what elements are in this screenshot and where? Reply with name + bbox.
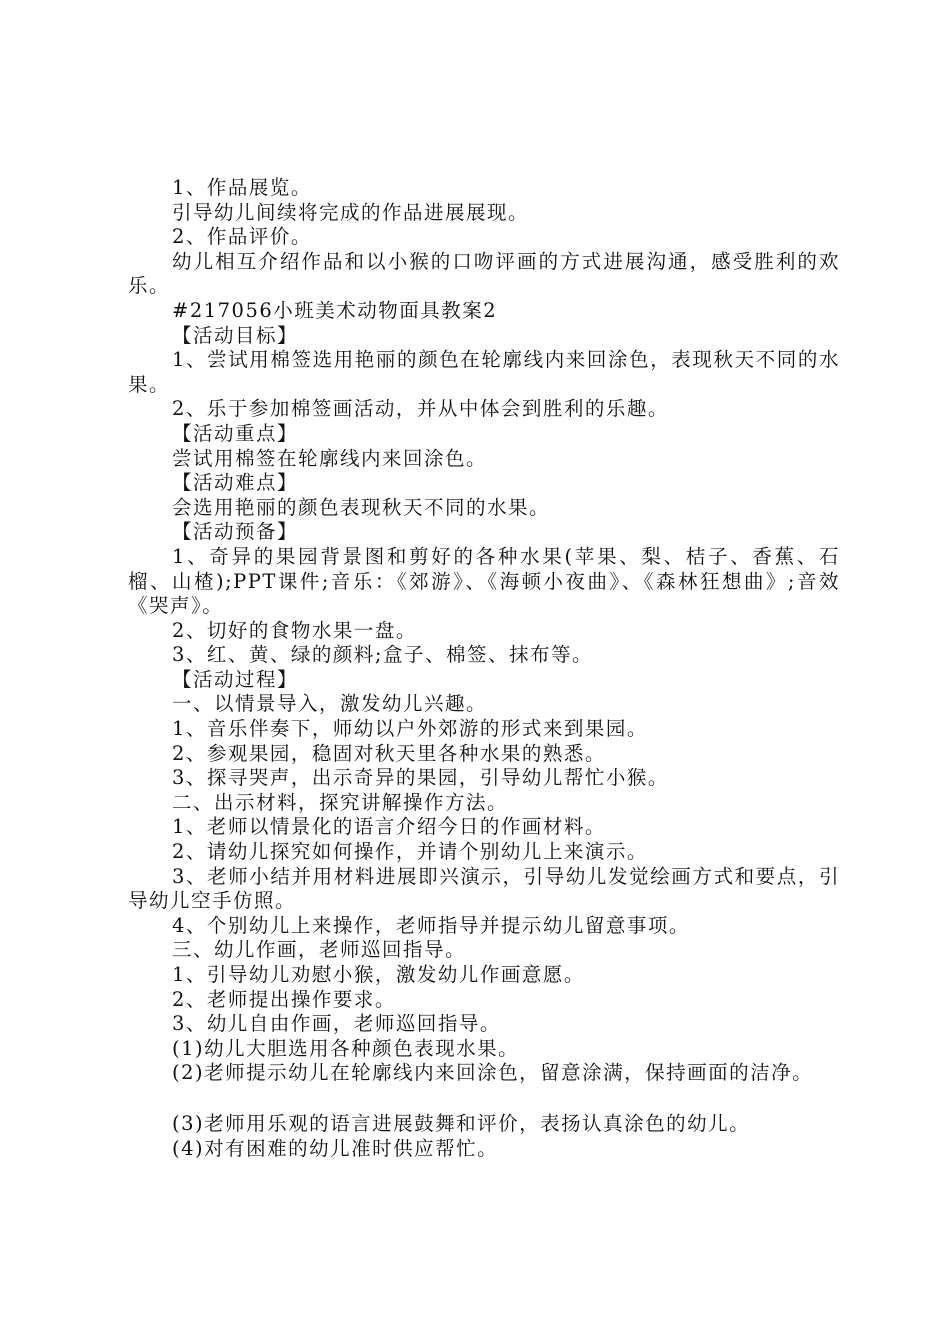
- paragraph: 2、参观果园，稳固对秋天里各种水果的熟悉。: [172, 741, 606, 765]
- paragraph: 幼儿相互介绍作品和以小猴的口吻评画的方式进展沟通，感受胜利的欢乐。: [128, 249, 840, 298]
- paragraph: 1、老师以情景化的语言介绍今日的作画材料。: [172, 815, 606, 839]
- paragraph: 3、老师小结并用材料进展即兴演示，引导幼儿发觉绘画方式和要点，引导幼儿空手仿照。: [128, 864, 840, 913]
- heading: 【活动过程】: [172, 667, 299, 691]
- heading: 【活动目标】: [172, 323, 299, 347]
- paragraph: 3、探寻哭声，出示奇异的果园，引导幼儿帮忙小猴。: [172, 766, 669, 790]
- paragraph: 一、以情景导入，激发幼儿兴趣。: [172, 692, 488, 716]
- paragraph: (3)老师用乐观的语言进展鼓舞和评价，表扬认真涂色的幼儿。: [172, 1111, 751, 1135]
- paragraph: 2、乐于参加棉签画活动，并从中体会到胜利的乐趣。: [172, 397, 669, 421]
- blank-line: [128, 1086, 840, 1112]
- paragraph: 2、老师提出操作要求。: [172, 987, 396, 1011]
- paragraph: 1、音乐伴奏下，师幼以户外郊游的形式来到果园。: [172, 717, 648, 741]
- paragraph: (2)老师提示幼儿在轮廓线内来回涂色，留意涂满，保持画面的洁净。: [172, 1061, 814, 1085]
- paragraph: 4、个别幼儿上来操作，老师指导并提示幼儿留意事项。: [172, 913, 690, 937]
- paragraph: 3、红、黄、绿的颜料;盒子、棉签、抹布等。: [172, 643, 593, 667]
- paragraph: 引导幼儿间续将完成的作品进展展现。: [172, 200, 530, 224]
- paragraph: 1、尝试用棉签选用艳丽的颜色在轮廓线内来回涂色，表现秋天不同的水果。: [128, 348, 840, 396]
- heading: 【活动预备】: [172, 520, 299, 544]
- paragraph: 尝试用棉签在轮廓线内来回涂色。: [172, 446, 488, 470]
- paragraph: 2、请幼儿探究如何操作，并请个别幼儿上来演示。: [172, 840, 648, 864]
- paragraph: 1、引导幼儿劝慰小猴，激发幼儿作画意愿。: [172, 963, 585, 986]
- heading: 【活动难点】: [172, 471, 299, 495]
- paragraph: 3、幼儿自由作画，老师巡回指导。: [172, 1012, 501, 1036]
- paragraph: 1、作品展览。: [172, 176, 312, 199]
- document-body: [128, 176, 840, 1161]
- paragraph: 三、幼儿作画，老师巡回指导。: [172, 938, 467, 962]
- paragraph: 会选用艳丽的颜色表现秋天不同的水果。: [172, 495, 551, 519]
- paragraph: (1)幼儿大胆选用各种颜色表现水果。: [172, 1036, 520, 1060]
- section-title: #217056小班美术动物面具教案2: [172, 298, 498, 322]
- paragraph: 二、出示材料，探究讲解操作方法。: [172, 790, 509, 814]
- heading: 【活动重点】: [172, 421, 299, 445]
- paragraph: (4)对有困难的幼儿准时供应帮忙。: [172, 1136, 499, 1160]
- paragraph: 2、切好的食物水果一盘。: [172, 618, 417, 642]
- paragraph: 2、作品评价。: [172, 225, 312, 249]
- paragraph: 1、奇异的果园背景图和剪好的各种水果(苹果、梨、桔子、香蕉、石榴、山楂);PPT课件;音乐：《郊游》、《海顿小夜曲》、《森林狂想曲》;音效《哭声》。: [128, 544, 840, 618]
